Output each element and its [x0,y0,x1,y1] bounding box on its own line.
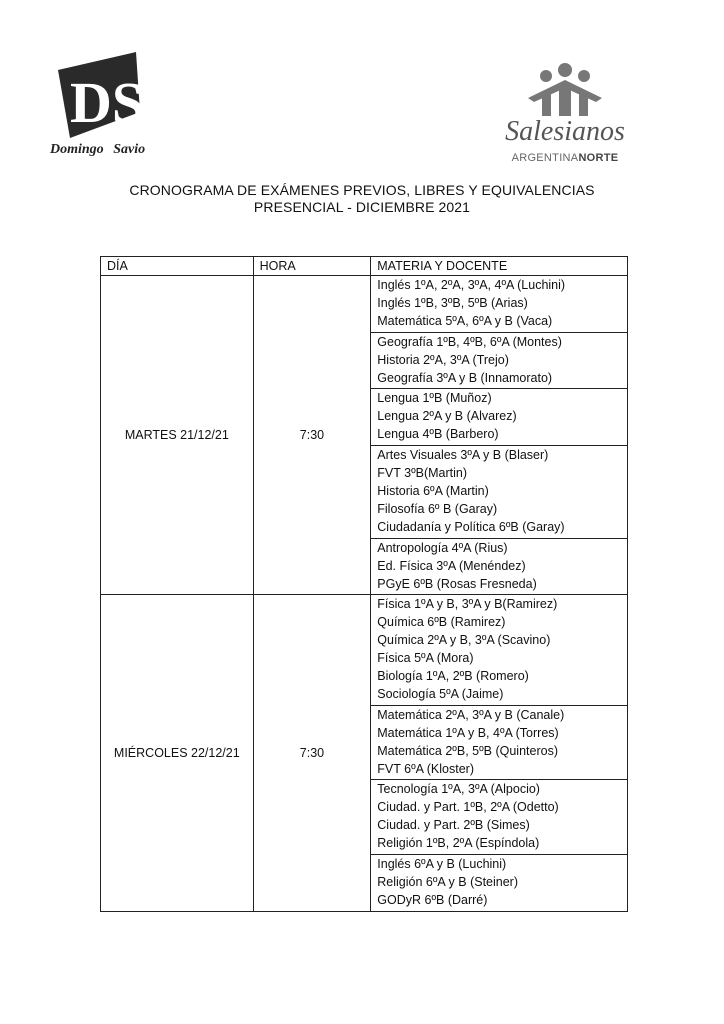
subject-entry: FVT 3ºB(Martin) [377,466,468,481]
logo-word-2: Savio [113,142,146,157]
subject-entry: Matemática 5ºA, 6ºA y B (Vaca) [377,313,553,328]
subject-entry: Geografía 1ºB, 4ºB, 6ºA (Montes) [377,334,562,349]
header-materia: MATERIA Y DOCENTE [371,257,628,276]
subject-group-cell [371,276,628,333]
subject-entry: Historia 2ºA, 3ºA (Trejo) [377,352,509,367]
document-title [0,182,724,216]
subject-entry: Antropología 4ºA (Rius) [377,540,508,555]
subject-entry: Lengua 2ºA y B (Alvarez) [377,409,517,424]
subject-entry: Química 2ºA y B, 3ºA (Scavino) [377,633,551,648]
subject-group-cell [371,538,628,595]
subject-group-cell [371,332,628,389]
subject-entry: Sociología 5ºA (Jaime) [377,686,504,701]
subject-entry: Inglés 6ºA y B (Luchini) [377,857,507,872]
subject-group-cell [371,705,628,780]
subject-entry: Religión 6ºA y B (Steiner) [377,875,519,889]
subject-entry: PGyE 6ºB (Rosas Fresneda) [377,576,537,591]
table-row [101,276,628,333]
subject-entry: Inglés 1ºA, 2ºA, 3ºA, 4ºA (Luchini) [377,278,566,292]
logo-mark-text: DS [70,70,145,135]
table-row [101,595,628,705]
subject-entry: Tecnología 1ºA, 3ºA (Alpocio) [377,782,540,797]
subject-entry: FVT 6ºA (Kloster) [377,761,474,776]
hora-cell: 7:30 [253,276,371,595]
hora-cell: 7:30 [253,595,371,911]
header-dia: DÍA [101,257,254,276]
subject-group-cell [371,780,628,855]
subject-entry: Matemática 2ºA, 3ºA y B (Canale) [377,707,565,722]
title-line-2: PRESENCIAL - DICIEMBRE 2021 [253,199,471,215]
title-line-1: CRONOGRAMA DE EXÁMENES PREVIOS, LIBRES Y EQUIVALENCIAS [129,182,595,198]
subject-entry: Artes Visuales 3ºA y B (Blaser) [377,448,549,463]
subject-entry: Física 5ºA (Mora) [377,651,474,666]
domingo-savio-logo [40,50,200,165]
day-cell: MARTES 21/12/21 [101,276,254,595]
exam-schedule-table [100,256,628,912]
header-hora: HORA [253,257,371,276]
subject-entry: Biología 1ºA, 2ºB (Romero) [377,669,529,684]
subject-entry: Geografía 3ºA y B (Innamorato) [377,370,553,385]
subject-entry: Historia 6ºA (Martin) [377,483,489,498]
subject-group-cell [371,446,628,539]
subject-entry: Ed. Física 3ºA (Menéndez) [377,558,526,573]
subject-group-cell [371,855,628,912]
subject-entry: Química 6ºB (Ramirez) [377,615,506,630]
salesianos-sub: ARGENTINANORTE [511,152,619,164]
ds-monogram-icon [40,50,150,145]
subject-entry: Lengua 4ºB (Barbero) [377,427,499,442]
subject-entry: Religión 1ºB, 2ºA (Espíndola) [377,836,540,851]
table-header-row [101,257,628,276]
day-cell: MIÉRCOLES 22/12/21 [101,595,254,911]
subject-entry: Filosofía 6º B (Garay) [377,501,498,516]
subject-entry: Ciudad. y Part. 1ºB, 2ºA (Odetto) [377,800,559,815]
subject-group-cell [371,595,628,705]
subject-entry: Ciudad. y Part. 2ºB (Simes) [377,818,530,833]
subject-group-cell [371,389,628,446]
salesianos-figures-icon [520,62,610,120]
subject-entry: Matemática 1ºA y B, 4ºA (Torres) [377,725,559,740]
salesianos-logo [500,62,630,170]
salesianos-brand: Salesianos [505,116,625,147]
subject-entry: GODyR 6ºB (Darré) [377,892,488,907]
subject-entry: Lengua 1ºB (Muñoz) [377,391,492,406]
subject-entry: Matemática 2ºB, 5ºB (Quinteros) [377,743,558,758]
subject-entry: Inglés 1ºB, 3ºB, 5ºB (Arias) [377,295,528,310]
subject-entry: Ciudadanía y Política 6ºB (Garay) [377,519,565,534]
logo-word-1: Domingo [50,142,104,157]
subject-entry: Física 1ºA y B, 3ºA y B(Ramirez) [377,597,558,612]
